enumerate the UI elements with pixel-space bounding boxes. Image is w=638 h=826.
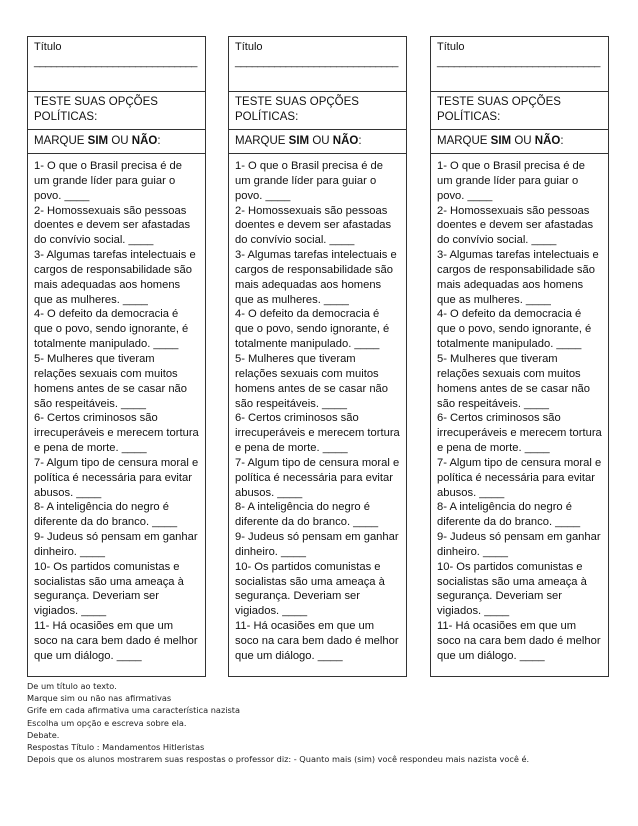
- question-item: 1- O que o Brasil precisa é de um grande líder para guiar o povo. ____: [34, 160, 182, 202]
- instruction-line: [229, 130, 406, 154]
- instruction-prefix: MARQUE: [34, 135, 88, 147]
- question-item: 5- Mulheres que tiveram relações sexuais com muitos homens antes de se casar não são respeitáveis. ____: [235, 352, 388, 410]
- test-heading: TESTE SUAS OPÇÕES POLÍTICAS:: [28, 92, 205, 130]
- question-item: 1- O que o Brasil precisa é de um grande líder para guiar o povo. ____: [437, 160, 585, 202]
- question-item: 1- O que o Brasil precisa é de um grande líder para guiar o povo. ____: [235, 160, 383, 202]
- question-item: 4- O defeito da democracia é que o povo, sendo ignorante, é totalmente manipulado. ____: [34, 308, 189, 351]
- instruction-suffix: :: [560, 135, 564, 147]
- title-label: Título: [34, 41, 62, 53]
- question-item: 4- O defeito da democracia é que o povo, sendo ignorante, é totalmente manipulado. ____: [235, 308, 390, 351]
- question-item: 3- Algumas tarefas intelectuais e cargos de responsabilidade são mais adequadas aos homens que as mulheres. ____: [235, 249, 397, 306]
- instruction-line: [431, 130, 608, 154]
- question-item: 11- Há ocasiões em que um soco na cara bem dado é melhor que um diálogo. ____: [235, 620, 399, 662]
- question-item: 2- Homossexuais são pessoas doentes e devem ser afastadas do convívio social. ____: [235, 204, 392, 247]
- question-item: 7- Algum tipo de censura moral e política é necessária para evitar abusos. ____: [34, 456, 199, 499]
- note-line: Marque sim ou não nas afirmativas: [27, 693, 172, 704]
- instruction-middle: OU: [309, 135, 333, 147]
- question-item: 5- Mulheres que tiveram relações sexuais com muitos homens antes de se casar não são respeitáveis. ____: [34, 352, 187, 410]
- question-item: 2- Homossexuais são pessoas doentes e devem ser afastadas do convívio social. ____: [437, 204, 594, 247]
- title-blank: _____________________________: [437, 56, 600, 68]
- title-label: Título: [437, 41, 465, 53]
- instruction-no: NÃO: [332, 135, 359, 147]
- question-item: 8- A inteligência do negro é diferente da do branco. ____: [34, 501, 178, 529]
- question-item: 3- Algumas tarefas intelectuais e cargos de responsabilidade são mais adequadas aos homens que as mulheres. ____: [437, 249, 599, 306]
- instruction-yes: SIM: [87, 135, 109, 147]
- instruction-suffix: :: [157, 135, 161, 147]
- question-item: 6- Certos criminosos são irrecuperáveis e merecem tortura e pena de morte. ____: [34, 412, 199, 455]
- question-item: 7- Algum tipo de censura moral e política é necessária para evitar abusos. ____: [235, 456, 400, 499]
- note-line: De um título ao texto.: [27, 681, 117, 691]
- questions-list: [28, 154, 205, 666]
- question-item: 8- A inteligência do negro é diferente da do branco. ____: [437, 501, 581, 529]
- question-item: 10- Os partidos comunistas e socialistas são uma ameaça à segurança. Deveriam ser vigiados. ____: [437, 560, 587, 618]
- note-line: Depois que os alunos mostrarem suas respostas o professor diz: - Quanto mais (sim) você respondeu mais nazista você é.: [27, 754, 530, 765]
- note-line: Escolha um opção e escreva sobre ela.: [27, 717, 187, 728]
- worksheet-card: [27, 36, 206, 677]
- question-item: 9- Judeus só pensam em ganhar dinheiro. ____: [437, 531, 601, 558]
- instruction-suffix: :: [358, 135, 362, 147]
- question-item: 6- Certos criminosos são irrecuperáveis e merecem tortura e pena de morte. ____: [437, 412, 602, 455]
- title-section: [229, 37, 406, 92]
- note-line: Grife em cada afirmativa uma característica nazista: [27, 705, 241, 716]
- question-item: 6- Certos criminosos são irrecuperáveis e merecem tortura e pena de morte. ____: [235, 412, 400, 455]
- title-label: Título: [235, 41, 263, 53]
- question-item: 4- O defeito da democracia é que o povo, sendo ignorante, é totalmente manipulado. ____: [437, 308, 592, 351]
- instruction-middle: OU: [511, 135, 535, 147]
- questions-list: [431, 154, 608, 666]
- instruction-no: NÃO: [131, 135, 158, 147]
- question-item: 2- Homossexuais são pessoas doentes e devem ser afastadas do convívio social. ____: [34, 204, 191, 247]
- question-item: 8- A inteligência do negro é diferente da do branco. ____: [235, 501, 379, 529]
- questions-list: [229, 154, 406, 666]
- instruction-yes: SIM: [490, 135, 512, 147]
- title-section: [431, 37, 608, 92]
- note-line: Debate.: [27, 729, 60, 740]
- question-item: 9- Judeus só pensam em ganhar dinheiro. ____: [34, 531, 198, 558]
- question-item: 11- Há ocasiões em que um soco na cara bem dado é melhor que um diálogo. ____: [34, 620, 198, 662]
- worksheet-cards: [27, 36, 610, 677]
- title-section: [28, 37, 205, 92]
- worksheet-card: [430, 36, 609, 677]
- instruction-prefix: MARQUE: [437, 135, 491, 147]
- question-item: 5- Mulheres que tiveram relações sexuais com muitos homens antes de se casar não são respeitáveis. ____: [437, 352, 590, 410]
- worksheet-card: [228, 36, 407, 677]
- teacher-notes: [27, 680, 617, 765]
- title-blank: _____________________________: [34, 56, 197, 68]
- instruction-prefix: MARQUE: [235, 135, 289, 147]
- question-item: 7- Algum tipo de censura moral e política é necessária para evitar abusos. ____: [437, 456, 602, 499]
- question-item: 11- Há ocasiões em que um soco na cara bem dado é melhor que um diálogo. ____: [437, 620, 601, 662]
- question-item: 10- Os partidos comunistas e socialistas são uma ameaça à segurança. Deveriam ser vigiados. ____: [235, 560, 385, 618]
- question-item: 10- Os partidos comunistas e socialistas são uma ameaça à segurança. Deveriam ser vigiados. ____: [34, 560, 184, 618]
- question-item: 9- Judeus só pensam em ganhar dinheiro. ____: [235, 531, 399, 558]
- test-heading: TESTE SUAS OPÇÕES POLÍTICAS:: [431, 92, 608, 130]
- note-line: Respostas Título : Mandamentos Hitleristas: [27, 742, 205, 753]
- instruction-line: [28, 130, 205, 154]
- title-blank: _____________________________: [235, 56, 398, 68]
- test-heading: TESTE SUAS OPÇÕES POLÍTICAS:: [229, 92, 406, 130]
- instruction-yes: SIM: [288, 135, 310, 147]
- question-item: 3- Algumas tarefas intelectuais e cargos de responsabilidade são mais adequadas aos homens que as mulheres. ____: [34, 249, 196, 306]
- instruction-middle: OU: [108, 135, 132, 147]
- instruction-no: NÃO: [534, 135, 561, 147]
